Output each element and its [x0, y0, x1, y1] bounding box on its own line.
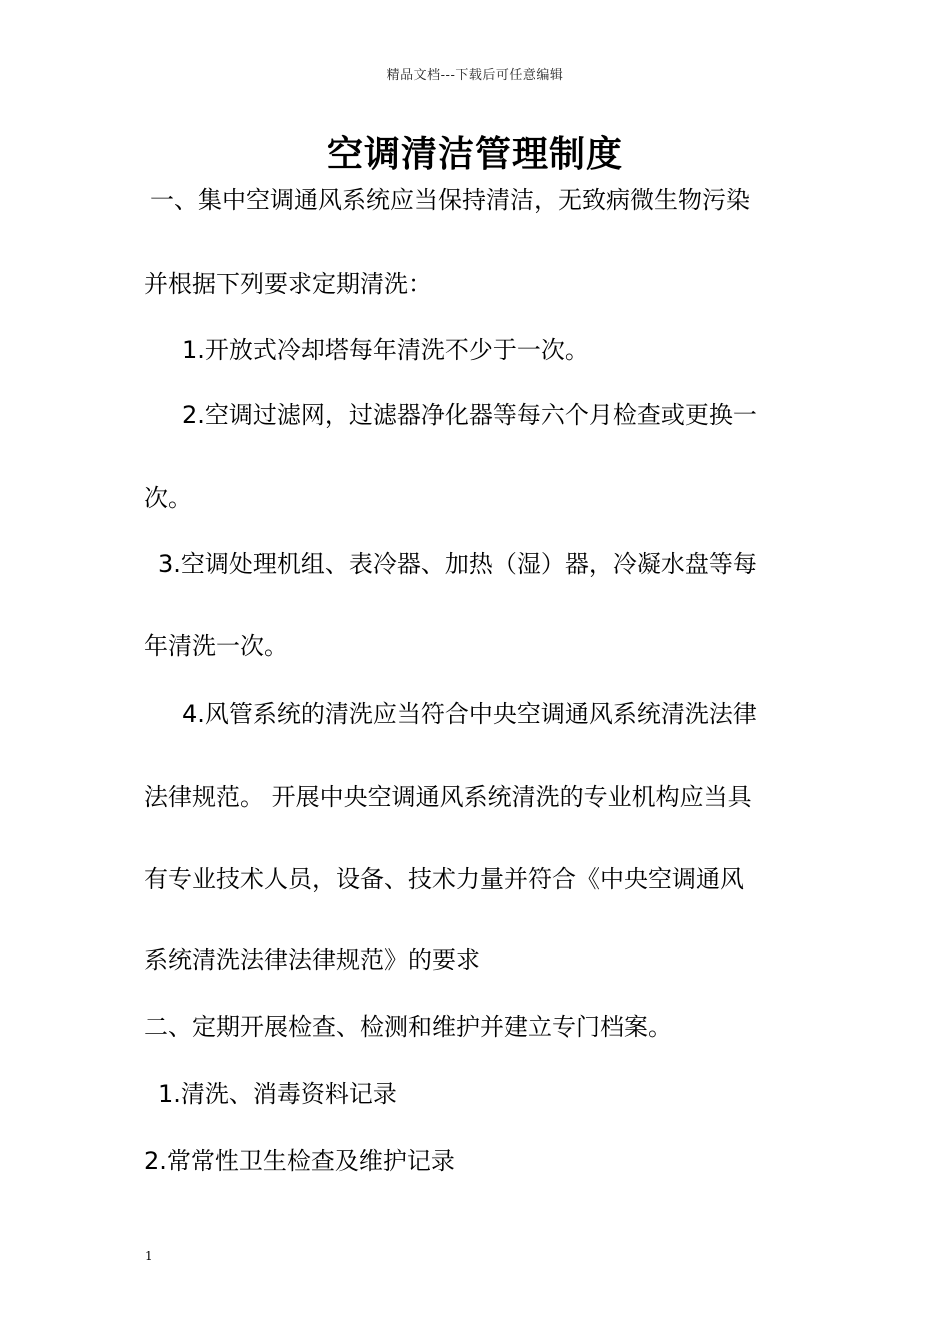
page-header: 精品文档---下载后可任意编辑 — [386, 68, 564, 83]
item-2-2: 2.常常性卫生检查及维护记录 — [144, 1147, 455, 1175]
item-1-2-line-2: 次。 — [144, 484, 192, 512]
item-2-1: 1.清洗、消毒资料记录 — [158, 1080, 397, 1108]
section-2-heading: 二、定期开展检查、检测和维护并建立专门档案。 — [144, 1013, 672, 1041]
item-1-1: 1.开放式冷却塔每年清洗不少于一次。 — [182, 336, 589, 364]
item-1-2-line-1: 2.空调过滤网，过滤器净化器等每六个月检查或更换一 — [182, 401, 757, 429]
page-number: 1 — [145, 1249, 153, 1263]
item-1-4-line-1: 4.风管系统的清洗应当符合中央空调通风系统清洗法律 — [182, 700, 757, 728]
item-1-3-line-2: 年清洗一次。 — [144, 632, 288, 660]
item-1-4-line-4: 系统清洗法律法律规范》的要求 — [144, 946, 480, 974]
item-1-4-line-2: 法律规范。 开展中央空调通风系统清洗的专业机构应当具 — [144, 783, 752, 811]
item-1-4-line-3: 有专业技术人员，设备、技术力量并符合《中央空调通风 — [144, 865, 744, 893]
document-title: 空调清洁管理制度 — [326, 134, 623, 175]
section-1-heading-line-2: 并根据下列要求定期清洗： — [144, 270, 432, 298]
section-1-heading-line-1: 一、集中空调通风系统应当保持清洁，无致病微生物污染 — [150, 186, 750, 214]
item-1-3-line-1: 3.空调处理机组、表冷器、加热（湿）器，冷凝水盘等每 — [158, 550, 757, 578]
